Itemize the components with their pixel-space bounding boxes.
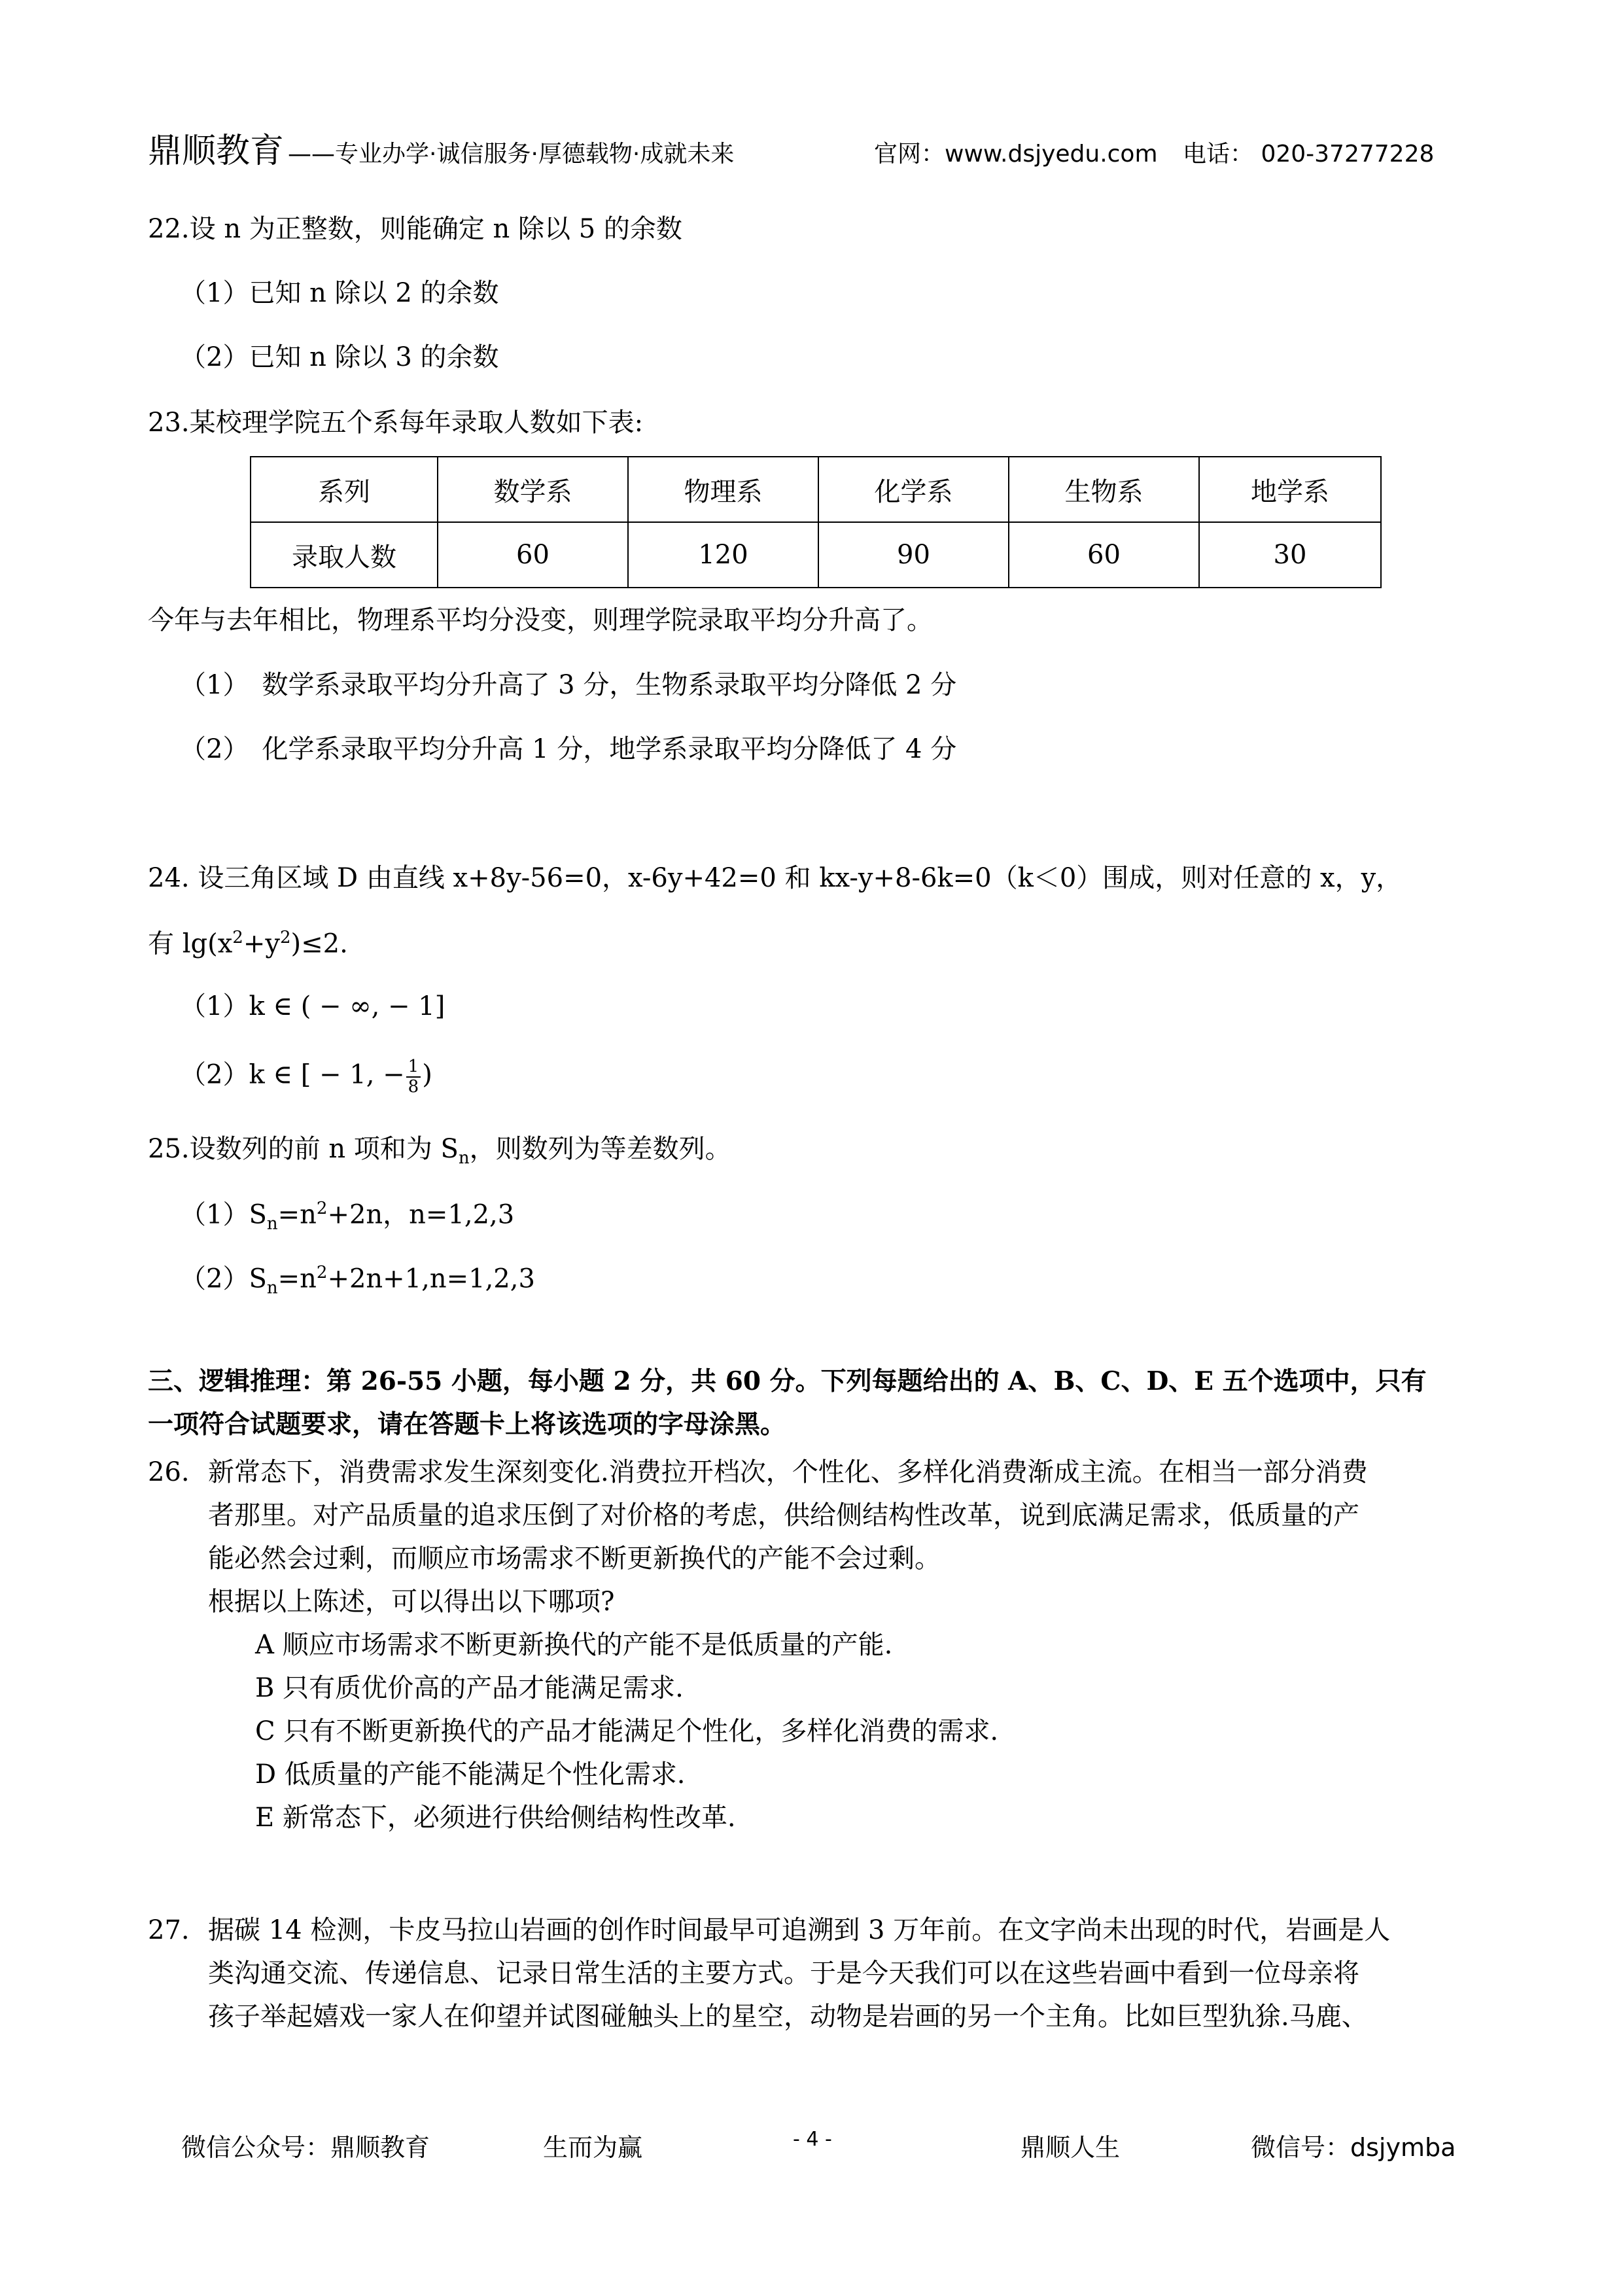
text: 有 lg(x [148, 928, 233, 959]
q23-condition-1: （1） 数学系录取平均分升高了 3 分，生物系录取平均分降低 2 分 [180, 670, 957, 700]
q27-paragraph-line3: 孩子举起嬉戏一家人在仰望并试图碰触头上的星空，动物是岩画的另一个主角。比如巨型犰狳.马鹿、 [208, 2002, 1368, 2032]
q26-option-e: E 新常态下，必须进行供给侧结构性改革. [255, 1803, 736, 1833]
superscript: 2 [232, 928, 243, 947]
text: =n [277, 1263, 317, 1294]
q25-stem [148, 1136, 731, 1167]
q24-stem-line2 [148, 929, 348, 957]
page-number: - 4 - [793, 2128, 832, 2151]
fraction [406, 1057, 421, 1096]
superscript: 2 [279, 928, 291, 947]
text: =n [277, 1199, 317, 1230]
subscript: n [266, 1278, 278, 1298]
footer-motto: 生而为赢 [543, 2133, 643, 2162]
text: （1）S [180, 1199, 267, 1230]
q23-stem: 23.某校理学院五个系每年录取人数如下表: [148, 408, 644, 438]
table-cell: 数学系 [438, 457, 628, 522]
text: （2）S [180, 1263, 267, 1294]
q26-option-a: A 顺应市场需求不断更新换代的产能不是低质量的产能. [255, 1630, 893, 1660]
fraction-numerator: 1 [406, 1057, 421, 1078]
q26-option-d: D 低质量的产能不能满足个性化需求. [255, 1759, 686, 1790]
q24-stem: 24. 设三角区域 D 由直线 x+8y-56=0，x-6y+42=0 和 kx-y+8-6k=0（k＜0）围成，则对任意的 x，y， [148, 863, 1403, 893]
q26-paragraph-line2: 者那里。对产品质量的追求压倒了对价格的考虑，供给侧结构性改革，说到底满足需求，低质量的产 [208, 1500, 1359, 1530]
q26-paragraph-line3: 能必然会过剩，而顺应市场需求不断更新换代的产能不会过剩。 [208, 1544, 941, 1574]
table-cell: 30 [1199, 522, 1381, 588]
superscript: 2 [316, 1199, 328, 1218]
q25-condition-1 [180, 1200, 514, 1232]
table-header-row [251, 457, 1381, 522]
brand-name: 鼎顺教育 [148, 132, 285, 171]
q26-paragraph-line1: 新常态下，消费需求发生深刻变化.消费拉开档次，个性化、多样化消费渐成主流。在相当一部分消费 [208, 1457, 1368, 1487]
text: +y [243, 928, 280, 959]
q24-condition-1: （1）k ∈ ( − ∞, − 1] [180, 991, 445, 1021]
fraction-denominator: 8 [408, 1076, 419, 1097]
table-cell: 90 [818, 522, 1009, 588]
q26-option-c: C 只有不断更新换代的产品才能满足个性化，多样化消费的需求. [255, 1716, 999, 1746]
table-cell: 系列 [251, 457, 438, 522]
admission-table [250, 456, 1382, 588]
table-cell: 化学系 [818, 457, 1009, 522]
phone-text: 电话： 020-37277228 [1183, 141, 1435, 168]
table-cell: 录取人数 [251, 522, 438, 588]
section-heading-line1: 三、逻辑推理：第 26-55 小题，每小题 2 分，共 60 分。下列每题给出的 A、B、C、D、E 五个选项中，只有 [148, 1366, 1427, 1396]
q23-condition-2: （2） 化学系录取平均分升高 1 分，地学系录取平均分降低了 4 分 [180, 734, 957, 764]
table-cell: 60 [438, 522, 628, 588]
q26-question: 根据以上陈述，可以得出以下哪项? [208, 1587, 615, 1617]
text: +2n+1,n=1,2,3 [327, 1263, 535, 1294]
q22-condition-2: （2）已知 n 除以 3 的余数 [180, 342, 499, 372]
website-text: 官网：www.dsjyedu.com [874, 141, 1158, 168]
q26-number: 26. [148, 1457, 190, 1487]
subscript: n [458, 1148, 470, 1168]
q22-condition-1: （1）已知 n 除以 2 的余数 [180, 278, 499, 308]
footer-wechat-public: 微信公众号：鼎顺教育 [181, 2133, 430, 2162]
q22-stem: 22.设 n 为正整数，则能确定 n 除以 5 的余数 [148, 214, 682, 244]
text: )≤2. [290, 928, 348, 959]
q26-option-b: B 只有质优价高的产品才能满足需求. [255, 1673, 684, 1703]
table-cell: 60 [1009, 522, 1199, 588]
table-cell: 物理系 [628, 457, 818, 522]
q27-number: 27. [148, 1915, 190, 1945]
footer-wechat-id: 微信号：dsjymba [1251, 2133, 1456, 2162]
q23-premise: 今年与去年相比，物理系平均分没变，则理学院录取平均分升高了。 [148, 605, 933, 635]
subscript: n [266, 1214, 278, 1234]
text: ，则数列为等差数列。 [469, 1134, 731, 1164]
footer-life: 鼎顺人生 [1021, 2133, 1121, 2162]
text: （2）k ∈ [ − 1, − [180, 1059, 405, 1090]
q24-condition-2 [180, 1057, 432, 1096]
table-row [251, 522, 1381, 588]
q27-paragraph-line2: 类沟通交流、传递信息、记录日常生活的主要方式。于是今天我们可以在这些岩画中看到一位母亲将 [208, 1958, 1359, 1988]
table-cell: 地学系 [1199, 457, 1381, 522]
brand-slogan: ——专业办学·诚信服务·厚德载物·成就未来 [288, 141, 735, 168]
q25-condition-2 [180, 1264, 535, 1296]
table-cell: 120 [628, 522, 818, 588]
section-heading-line2: 一项符合试题要求，请在答题卡上将该选项的字母涂黑。 [148, 1409, 786, 1439]
text: ) [422, 1059, 432, 1090]
table-cell: 生物系 [1009, 457, 1199, 522]
superscript: 2 [316, 1263, 328, 1282]
q27-paragraph-line1: 据碳 14 检测，卡皮马拉山岩画的创作时间最早可追溯到 3 万年前。在文字尚未出现的时代，岩画是人 [208, 1915, 1391, 1945]
text: +2n，n=1,2,3 [327, 1199, 515, 1230]
text: 25.设数列的前 n 项和为 S [148, 1134, 459, 1164]
